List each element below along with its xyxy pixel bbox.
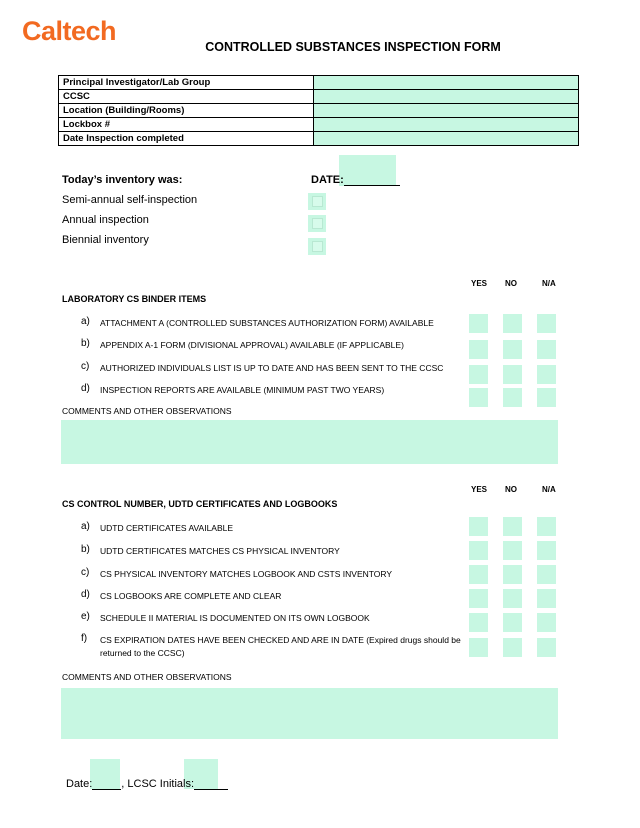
binder-section-title: LABORATORY CS BINDER ITEMS xyxy=(62,294,207,304)
col-na: N/A xyxy=(542,485,556,494)
answer-na[interactable] xyxy=(537,517,556,536)
item-letter: d) xyxy=(81,383,90,394)
option-biennial: Biennial inventory xyxy=(62,234,149,246)
control-comments-field[interactable] xyxy=(61,688,558,739)
item-text: SCHEDULE II MATERIAL IS DOCUMENTED ON ITS OWN LOGBOOK xyxy=(100,613,370,623)
item-letter: a) xyxy=(81,521,90,532)
answer-no[interactable] xyxy=(503,340,522,359)
answer-yes[interactable] xyxy=(469,517,488,536)
answer-yes[interactable] xyxy=(469,541,488,560)
item-letter: c) xyxy=(81,567,90,578)
answer-no[interactable] xyxy=(503,565,522,584)
date-completed-field[interactable] xyxy=(314,132,579,146)
checkbox-icon xyxy=(312,218,323,229)
footer-initials-label: , LCSC Initials: xyxy=(121,778,195,790)
item-letter: c) xyxy=(81,361,90,372)
answer-no[interactable] xyxy=(503,517,522,536)
answer-na[interactable] xyxy=(537,388,556,407)
binder-comments-field[interactable] xyxy=(61,420,558,464)
inventory-date-label xyxy=(311,174,400,186)
answer-na[interactable] xyxy=(537,589,556,608)
answer-yes[interactable] xyxy=(469,365,488,384)
answer-no[interactable] xyxy=(503,638,522,657)
answer-na[interactable] xyxy=(537,613,556,632)
item-text: ATTACHMENT A (CONTROLLED SUBSTANCES AUTHORIZATION FORM) AVAILABLE xyxy=(100,318,434,328)
info-label: Principal Investigator/Lab Group xyxy=(59,76,314,90)
option-annual: Annual inspection xyxy=(62,214,149,226)
answer-no[interactable] xyxy=(503,589,522,608)
info-label: Lockbox # xyxy=(59,118,314,132)
annual-checkbox[interactable] xyxy=(308,215,326,232)
date-label-text: DATE: xyxy=(311,174,344,186)
item-text: AUTHORIZED INDIVIDUALS LIST IS UP TO DATE AND HAS BEEN SENT TO THE CCSC xyxy=(100,363,444,373)
checkbox-icon xyxy=(312,241,323,252)
item-text: APPENDIX A-1 FORM (DIVISIONAL APPROVAL) AVAILABLE (IF APPLICABLE) xyxy=(100,340,404,350)
answer-na[interactable] xyxy=(537,340,556,359)
checkbox-icon xyxy=(312,196,323,207)
info-row xyxy=(59,76,579,90)
answer-yes[interactable] xyxy=(469,340,488,359)
col-na: N/A xyxy=(542,279,556,288)
footer-line xyxy=(66,778,228,790)
item-letter: b) xyxy=(81,544,90,555)
footer-date-label: Date: xyxy=(66,778,93,790)
pi-field[interactable] xyxy=(314,76,579,90)
item-letter: f) xyxy=(81,633,88,644)
item-text: CS LOGBOOKS ARE COMPLETE AND CLEAR xyxy=(100,591,282,601)
info-row xyxy=(59,132,579,146)
answer-no[interactable] xyxy=(503,388,522,407)
answer-no[interactable] xyxy=(503,541,522,560)
item-text: UDTD CERTIFICATES AVAILABLE xyxy=(100,523,234,533)
answer-yes[interactable] xyxy=(469,388,488,407)
col-yes: YES xyxy=(471,279,488,288)
control-comments-label: COMMENTS AND OTHER OBSERVATIONS xyxy=(62,672,232,682)
item-letter: e) xyxy=(81,611,90,622)
answer-na[interactable] xyxy=(537,638,556,657)
answer-na[interactable] xyxy=(537,565,556,584)
info-row xyxy=(59,104,579,118)
info-row xyxy=(59,90,579,104)
info-table xyxy=(58,75,579,146)
col-yes: YES xyxy=(471,485,488,494)
item-text: UDTD CERTIFICATES MATCHES CS PHYSICAL INVENTORY xyxy=(100,546,340,556)
date-underline xyxy=(92,778,121,790)
caltech-logo: Caltech xyxy=(22,16,117,46)
location-field[interactable] xyxy=(314,104,579,118)
item-letter: a) xyxy=(81,316,90,327)
answer-no[interactable] xyxy=(503,314,522,333)
item-text: CS PHYSICAL INVENTORY MATCHES LOGBOOK AND CSTS INVENTORY xyxy=(100,569,393,579)
item-letter: d) xyxy=(81,589,90,600)
info-label: Location (Building/Rooms) xyxy=(59,104,314,118)
biennial-checkbox[interactable] xyxy=(308,238,326,255)
answer-yes[interactable] xyxy=(469,565,488,584)
option-semi-annual: Semi-annual self-inspection xyxy=(62,194,198,206)
semi-annual-checkbox[interactable] xyxy=(308,193,326,210)
date-line xyxy=(344,174,400,186)
form-title: CONTROLLED SUBSTANCES INSPECTION FORM xyxy=(205,40,501,54)
answer-na[interactable] xyxy=(537,365,556,384)
answer-no[interactable] xyxy=(503,365,522,384)
info-label: Date Inspection completed xyxy=(59,132,314,146)
answer-yes[interactable] xyxy=(469,638,488,657)
item-text: CS EXPIRATION DATES HAVE BEEN CHECKED AND ARE IN DATE (Expired drugs should be returned to the CCSC) xyxy=(100,635,461,658)
binder-comments-label: COMMENTS AND OTHER OBSERVATIONS xyxy=(62,406,232,416)
answer-na[interactable] xyxy=(537,314,556,333)
answer-yes[interactable] xyxy=(469,589,488,608)
ccsc-field[interactable] xyxy=(314,90,579,104)
lockbox-field[interactable] xyxy=(314,118,579,132)
col-no: NO xyxy=(505,279,517,288)
item-letter: b) xyxy=(81,338,90,349)
control-section-title: CS CONTROL NUMBER, UDTD CERTIFICATES AND LOGBOOKS xyxy=(62,499,338,509)
answer-no[interactable] xyxy=(503,613,522,632)
answer-na[interactable] xyxy=(537,541,556,560)
answer-yes[interactable] xyxy=(469,613,488,632)
info-row xyxy=(59,118,579,132)
initials-underline xyxy=(194,778,228,790)
answer-yes[interactable] xyxy=(469,314,488,333)
info-label: CCSC xyxy=(59,90,314,104)
inventory-heading: Today’s inventory was: xyxy=(62,174,183,186)
item-text: INSPECTION REPORTS ARE AVAILABLE (MINIMUM PAST TWO YEARS) xyxy=(100,385,385,395)
col-no: NO xyxy=(505,485,517,494)
